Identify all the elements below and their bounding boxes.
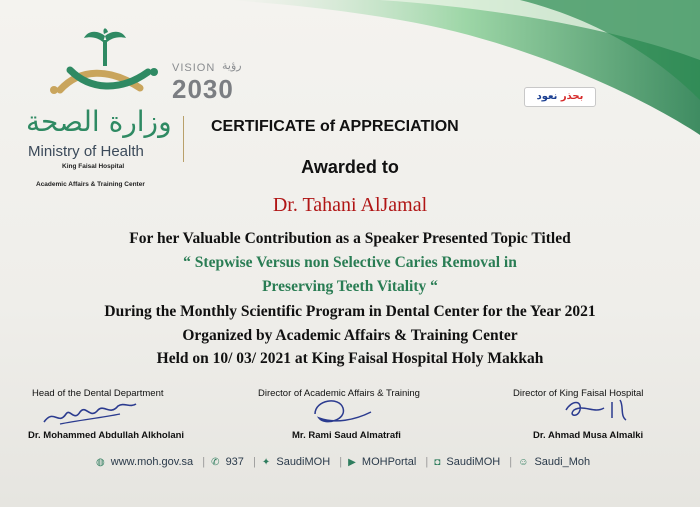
topic-line-1: “ Stepwise Versus non Selective Caries Removal in	[183, 254, 517, 271]
footer-separator: |	[252, 456, 256, 468]
hospital-name: King Faisal Hospital	[62, 163, 125, 170]
phone-icon: ✆	[211, 457, 220, 468]
footer-twitter: SaudiMOH	[276, 456, 331, 468]
footer-separator: |	[202, 456, 206, 468]
footer-contacts	[96, 456, 593, 468]
signature-name-3: Dr. Ahmad Musa Almalki	[533, 430, 644, 441]
badge-blue-text: نعود	[536, 91, 558, 102]
signature-1-icon	[40, 398, 140, 428]
campaign-badge	[524, 87, 596, 107]
program-line: During the Monthly Scientific Program in Dental Center for the Year 2021	[104, 303, 596, 320]
recipient-name: Dr. Tahani AlJamal	[272, 194, 428, 216]
signature-3-icon	[560, 396, 640, 426]
globe-icon: ◍	[96, 457, 105, 468]
awarded-to-label: Awarded to	[301, 157, 399, 177]
snapchat-icon: ☺	[518, 457, 529, 468]
footer-snapchat: Saudi_Moh	[534, 456, 591, 468]
signature-title-3: Director of King Faisal Hospital	[513, 388, 644, 399]
vision-arabic: رؤية	[222, 59, 242, 72]
twitter-icon: ✦	[261, 457, 271, 468]
date-venue-line: Held on 10/ 03/ 2021 at King Faisal Hospital Holy Makkah	[156, 350, 544, 367]
signature-name-1: Dr. Mohammed Abdullah Alkholani	[28, 430, 185, 441]
signature-2-icon	[305, 394, 375, 430]
topic-line-2: Preserving Teeth Vitality “	[262, 278, 438, 295]
moh-logo-icon	[40, 28, 170, 108]
vision-year: 2030	[172, 74, 234, 104]
instagram-icon: ◘	[434, 457, 441, 468]
footer-phone: 937	[225, 456, 244, 468]
signature-title-2: Director of Academic Affairs & Training	[258, 388, 420, 399]
footer-separator: |	[339, 456, 343, 468]
ministry-english-title: Ministry of Health	[28, 143, 144, 160]
certificate-title: CERTIFICATE of APPRECIATION	[211, 118, 459, 135]
organizer-line: Organized by Academic Affairs & Training Center	[182, 327, 518, 344]
badge-red-text: بحذر	[560, 91, 584, 102]
footer-instagram: SaudiMOH	[446, 456, 501, 468]
department-name: Academic Affairs & Training Center	[36, 181, 145, 188]
ministry-arabic-title: وزارة الصحة	[26, 105, 172, 138]
logo-divider	[183, 116, 184, 162]
footer-separator: |	[425, 456, 429, 468]
vision-label: VISION	[172, 62, 216, 74]
footer-website: www.moh.gov.sa	[110, 456, 194, 468]
youtube-icon: ▶	[348, 457, 356, 468]
signature-name-2: Mr. Rami Saud Almatrafi	[292, 430, 401, 441]
footer-separator: |	[509, 456, 513, 468]
contribution-line: For her Valuable Contribution as a Speaker Presented Topic Titled	[129, 230, 571, 247]
footer-youtube: MOHPortal	[361, 456, 417, 468]
signature-title-1: Head of the Dental Department	[32, 388, 164, 399]
